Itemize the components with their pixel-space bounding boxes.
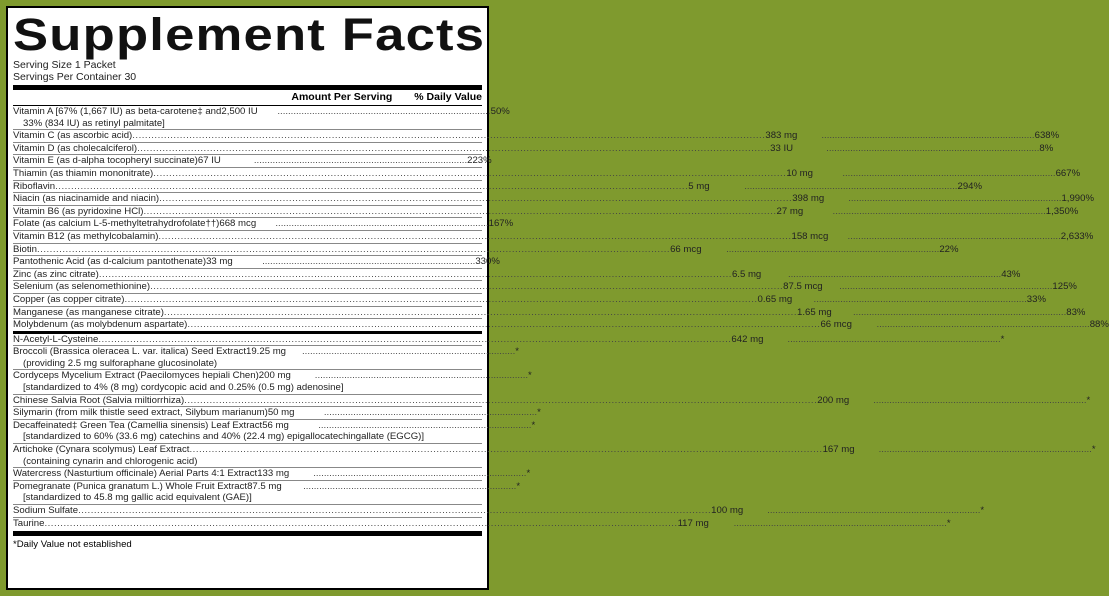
leader-dots [143,206,776,218]
leader-dots [158,231,791,243]
daily-value: 50% [490,106,510,117]
daily-value: 667% [1055,167,1081,179]
daily-value: * [526,468,531,480]
table-row [13,293,1046,306]
leader-dots [726,244,939,256]
amount-value: 27 mg [776,205,804,217]
ingredient-detail: 33% (834 IU) as retinyl palmitate] [23,117,165,129]
ingredient-name: Vitamin E (as d-alpha tocopheryl succinate) [13,155,198,167]
amount-value: 1.65 mg [797,306,832,318]
leader-dots [787,334,1000,346]
leader-dots [318,420,531,432]
leader-dots [187,319,820,331]
daily-value: 638% [1034,130,1060,142]
amount-value: 642 mg [731,333,764,345]
amount-value: 6.5 mg [731,268,762,280]
leader-dots [821,130,1034,142]
amount-value: 87.5 mcg [783,281,823,293]
amount-value: 383 mg [765,130,798,142]
ingredient-name: Vitamin B6 (as pyridoxine HCl) [13,205,144,217]
leader-dots [275,218,488,230]
ingredient-name: Silymarin (from milk thistle seed extract, Silybum marianum) [13,407,268,419]
other-ingredient-list [13,333,1096,530]
table-row [13,407,541,419]
daily-value: 223% [467,155,492,167]
table-row [13,281,1077,293]
ingredient-name: Vitamin B12 (as methylcobalamin) [13,230,159,242]
leader-dots [879,444,1092,456]
leader-dots [814,294,1027,306]
ingredient-detail: [standardized to 4% (8 mg) cordycopic acid and 0.25% (0.5 mg) adenosine] [23,382,344,394]
ingredient-name: Manganese (as manganese citrate) [13,306,164,318]
ingredient-detail: (containing cynarin and chlorogenic acid) [23,455,198,467]
leader-dots [98,334,731,346]
ingredient-name: Riboflavin [13,180,56,192]
daily-value: 22% [939,243,959,255]
leader-dots [159,193,792,205]
leader-dots [254,155,467,167]
ingredient-name: Decaffeinated‡ Green Tea (Camellia sinensis) Leaf Extract [13,419,263,431]
leader-dots [313,468,526,480]
leader-dots [78,505,711,517]
leader-dots [788,269,1001,281]
daily-value: * [1000,333,1005,345]
amount-value: 398 mg [792,193,825,205]
table-row [13,444,1096,467]
amount-value: 0.65 mg [757,293,793,305]
table-row [13,346,519,369]
daily-value: 33% [1026,293,1046,305]
daily-value: 43% [1001,268,1021,280]
leader-dots [44,518,677,530]
leader-dots [839,281,1052,293]
leader-dots [37,244,670,256]
daily-value: 83% [1066,306,1086,318]
amount-value: 66 mcg [820,319,852,331]
ingredient-detail: [standardized to 45.8 mg gallic acid equivalent (GAE)] [23,492,252,504]
table-row [13,230,1094,243]
amount-value: 158 mcg [791,230,829,242]
leader-dots [876,319,1089,331]
amount-value: 87.5 mg [247,480,282,492]
table-row [13,180,983,193]
leader-dots [132,130,765,142]
amount-value: 2,500 IU [221,106,258,117]
ingredient-name: Biotin [13,243,37,255]
amount-value: 167 mg [822,444,855,456]
column-header [13,90,482,105]
leader-dots [848,231,1061,243]
daily-value: * [528,370,532,382]
ingredient-name: Selenium (as selenomethionine) [13,281,151,293]
amount-value: 133 mg [257,468,290,480]
ingredient-name: Sodium Sulfate [13,505,79,516]
dv-header: % Daily Value [414,91,482,103]
table-row [13,370,532,394]
daily-value: * [515,346,519,358]
ingredient-name: Folate (as calcium L-5-methyltetrahydrofolate††) [13,218,220,230]
leader-dots [744,181,957,193]
amount-value: 50 mg [267,407,295,419]
leader-dots [99,269,732,281]
table-row [13,319,1109,331]
leader-dots [153,168,786,180]
leader-dots [262,256,475,268]
table-row [13,306,1086,319]
daily-value: 330% [475,256,500,268]
amount-value: 5 mg [688,180,710,192]
leader-dots [324,407,537,419]
ingredient-name: Copper (as copper citrate) [13,293,125,305]
daily-value: 294% [957,180,983,192]
leader-dots [842,168,1055,180]
ingredient-name: Chinese Salvia Root (Salvia miltiorrhiza) [13,394,185,406]
panel-title: Supplement Facts [13,9,486,60]
daily-value: * [946,517,951,529]
ingredient-name: Molybdenum (as molybdenum aspartate) [13,319,188,331]
table-row [13,517,951,530]
amount-value: 10 mg [786,167,813,179]
leader-dots [853,307,1066,319]
amount-value: 66 mcg [670,243,702,255]
amount-value: 33 mg [206,256,233,268]
ingredient-name: Vitamin C (as ascorbic acid) [13,130,133,142]
supplement-facts-panel [6,6,1109,590]
daily-value: * [516,480,521,492]
leader-dots [150,281,783,293]
table-row [13,193,1095,205]
amount-value: 200 mg [258,370,291,382]
servings-per-container: Servings Per Container 30 [13,71,137,83]
amount-value: 19.25 mg [246,346,287,358]
serving-size: Serving Size 1 Packet [13,59,116,71]
leader-dots [873,395,1086,407]
ingredient-name: Pantothenic Acid (as d-calcium pantothenate) [13,256,207,268]
daily-value: 1,350% [1045,205,1079,217]
daily-value: 1,990% [1061,193,1095,205]
leader-dots [848,193,1061,205]
table-row [13,205,1079,218]
ingredient-name: Niacin (as niacinamide and niacin) [13,193,160,205]
leader-dots [833,206,1046,218]
vitamin-list [13,106,1109,331]
amount-value: 117 mg [677,517,709,529]
amount-value: 200 mg [817,394,850,406]
leader-dots [734,518,947,530]
leader-dots [315,370,528,382]
table-row [13,106,510,129]
table-row [13,394,1091,407]
daily-value: * [1091,444,1096,456]
daily-value: 167% [488,218,514,230]
table-row [13,130,1060,142]
amount-value: 56 mg [262,419,289,431]
daily-value: * [531,419,536,431]
ingredient-name: Broccoli (Brassica oleracea L. var. italica) Seed Extract [13,346,247,358]
amount-header: Amount Per Serving [291,91,393,103]
leader-dots [184,395,817,407]
table-row [13,480,521,504]
daily-value: 88% [1089,319,1109,331]
ingredient-detail: (providing 2.5 mg sulforaphane glucosinolate) [23,357,218,369]
table-row [13,505,985,517]
leader-dots [767,505,980,517]
daily-value: * [1086,394,1091,406]
ingredient-name: Watercress (Nasturtium officinale) Aerial Parts 4:1 Extract [13,468,258,480]
table-row [13,268,1021,281]
footnote: *Daily Value not established [13,539,132,551]
amount-value: 100 mg [711,505,744,516]
leader-dots [124,294,757,306]
table-row [13,167,1081,180]
table-row [13,155,492,167]
amount-value: 33 IU [770,142,794,154]
ingredient-name: Thiamin (as thiamin mononitrate) [13,167,154,179]
ingredient-detail: [standardized to 60% (33.6 mg) catechins and 40% (22.4 mg) epigallocatechingallate (EGCG)] [23,431,425,443]
table-row [13,256,500,268]
ingredient-name: Cordyceps Mycelium Extract (Paecilomyces hepiali Chen) [13,370,259,382]
leader-dots [137,143,770,155]
daily-value: 125% [1052,281,1077,293]
leader-dots [302,346,515,358]
leader-dots [164,307,797,319]
table-row [13,142,1054,155]
ingredient-name: Vitamin A [67% (1,667 IU) as beta-carotene‡ and [13,106,222,117]
daily-value: 2,633% [1060,230,1094,242]
ingredient-name: Pomegranate (Punica granatum L.) Whole Fruit Extract [13,480,248,492]
amount-value: 67 IU [197,155,221,167]
ingredient-name: N-Acetyl-L-Cysteine [13,333,99,345]
ingredient-name: Taurine [13,517,45,529]
ingredient-name: Zinc (as zinc citrate) [13,268,99,280]
leader-dots [826,143,1039,155]
table-row [13,333,1005,346]
leader-dots [277,106,490,118]
table-row [13,419,536,443]
table-row [13,243,959,256]
leader-dots [55,181,688,193]
leader-dots [303,481,516,493]
table-row [13,218,514,230]
daily-value: * [537,407,541,419]
daily-value: * [980,505,985,516]
leader-dots [189,444,822,456]
amount-value: 668 mcg [219,218,257,230]
ingredient-name: Vitamin D (as cholecalciferol) [13,142,138,154]
table-row [13,468,531,480]
ingredient-name: Artichoke (Cynara scolymus) Leaf Extract [13,444,190,456]
daily-value: 8% [1039,142,1054,154]
